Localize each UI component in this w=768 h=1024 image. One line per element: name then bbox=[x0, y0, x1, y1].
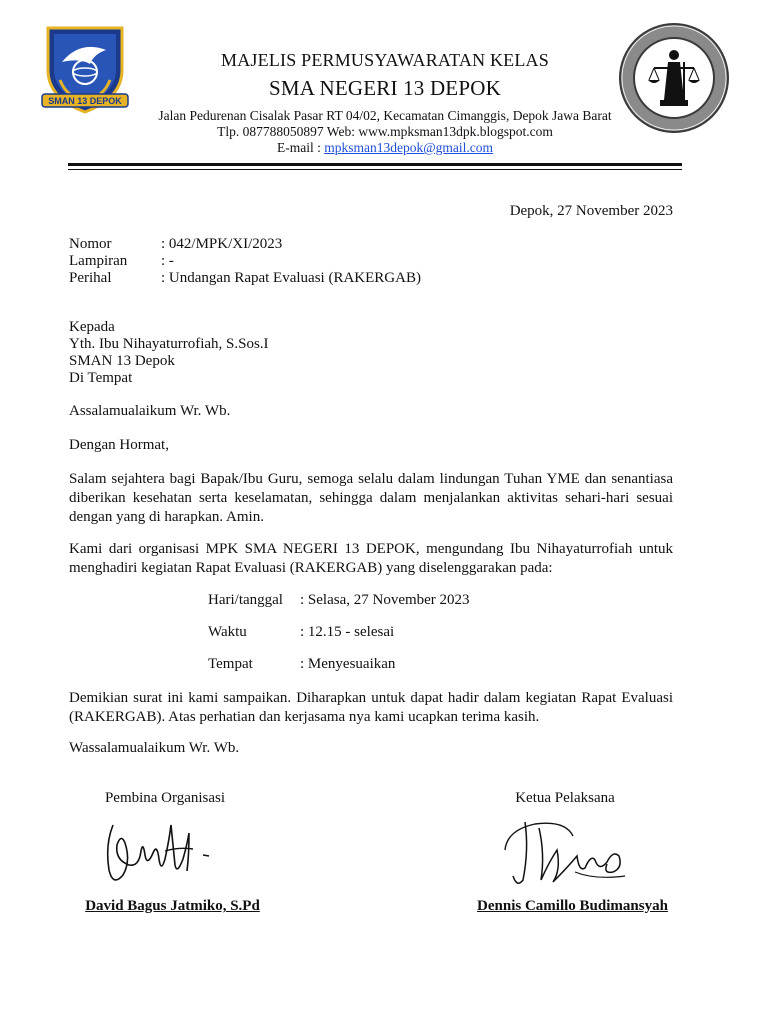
detail-row-time bbox=[208, 624, 394, 641]
signatory-title-right: Ketua Pelaksana bbox=[515, 790, 615, 806]
handwritten-signature-right bbox=[495, 810, 635, 895]
address-line: Jalan Pedurenan Cisalak Pasar RT 04/02, Kecamatan Cimanggis, Depok Jawa Barat bbox=[158, 108, 612, 123]
meta-row-perihal bbox=[69, 270, 421, 287]
letter-date: Depok, 27 November 2023 bbox=[509, 203, 673, 219]
meta-row-nomor bbox=[69, 236, 282, 253]
detail-row-date bbox=[208, 592, 470, 609]
school-crest-logo bbox=[40, 20, 130, 115]
handwritten-signature-left bbox=[95, 815, 225, 895]
paragraph-invitation: Kami dari organisasi MPK SMA NEGERI 13 DEPOK, mengundang Ibu Nihayaturrofiah untuk menghadiri kegiatan Rapat Evaluasi (RAKERGAB) yang diselenggarakan pada: bbox=[69, 541, 673, 576]
signatory-name-right: Dennis Camillo Budimansyah bbox=[477, 898, 668, 914]
email-label: E-mail : bbox=[276, 140, 325, 155]
organization-name: MAJELIS PERMUSYAWARATAN KELAS bbox=[221, 50, 549, 70]
recipient-name: Yth. Ibu Nihayaturrofiah, S.Sos.I bbox=[69, 336, 269, 352]
detail-label: Waktu bbox=[208, 624, 247, 640]
recipient-place: Di Tempat bbox=[69, 370, 133, 386]
signature-right bbox=[495, 810, 635, 895]
school-name: SMA NEGERI 13 DEPOK bbox=[269, 76, 501, 100]
email-line bbox=[130, 139, 640, 156]
meta-label: Nomor bbox=[69, 236, 112, 252]
signature-left bbox=[95, 815, 225, 895]
detail-value: : Selasa, 27 November 2023 bbox=[300, 592, 470, 608]
greeting: Assalamualaikum Wr. Wb. bbox=[69, 403, 231, 419]
detail-label: Tempat bbox=[208, 656, 253, 672]
meta-value: : - bbox=[161, 253, 174, 269]
detail-label: Hari/tanggal bbox=[208, 592, 283, 608]
crest-banner-text: SMAN 13 DEPOK bbox=[48, 96, 122, 106]
detail-row-place bbox=[208, 656, 395, 673]
signatory-title-left: Pembina Organisasi bbox=[104, 790, 226, 806]
school-crest-icon bbox=[40, 20, 130, 115]
paragraph-opening: Salam sejahtera bagi Bapak/Ibu Guru, semoga selalu dalam lindungan Tuhan YME dan senantiasa diberikan kesehatan serta keselamatan, sehingga dalam menjalankan aktivitas sehari-hari sesuai dengan yang di harapkan. Amin. bbox=[69, 471, 673, 525]
email-link[interactable]: mpksman13depok@gmail.com bbox=[324, 140, 494, 155]
meta-value: : 042/MPK/XI/2023 bbox=[161, 236, 283, 252]
header-divider-thick bbox=[68, 163, 682, 166]
paragraph-closing: Demikian surat ini kami sampaikan. Diharapkan untuk dapat hadir dalam kegiatan Rapat Evaluasi (RAKERGAB). Atas perhatian dan kerjasama nya kami ucapkan terima kasih. bbox=[69, 690, 673, 725]
header-divider-thin bbox=[68, 169, 682, 170]
meta-value: : Undangan Rapat Evaluasi (RAKERGAB) bbox=[161, 270, 421, 286]
recipient-school: SMAN 13 Depok bbox=[69, 353, 175, 369]
detail-value: : 12.15 - selesai bbox=[300, 624, 395, 640]
detail-value: : Menyesuaikan bbox=[300, 656, 396, 672]
meta-label: Perihal bbox=[69, 270, 112, 286]
phone-web-line: Tlp. 087788050897 Web: www.mpksman13dpk.blogspot.com bbox=[217, 124, 553, 139]
closing-greeting: Wassalamualaikum Wr. Wb. bbox=[69, 740, 240, 756]
meta-label: Lampiran bbox=[69, 253, 128, 269]
recipient-kepada: Kepada bbox=[69, 319, 115, 335]
signatory-name-left: David Bagus Jatmiko, S.Pd bbox=[85, 898, 260, 914]
salutation: Dengan Hormat, bbox=[69, 437, 169, 453]
meta-row-lampiran bbox=[69, 253, 174, 270]
